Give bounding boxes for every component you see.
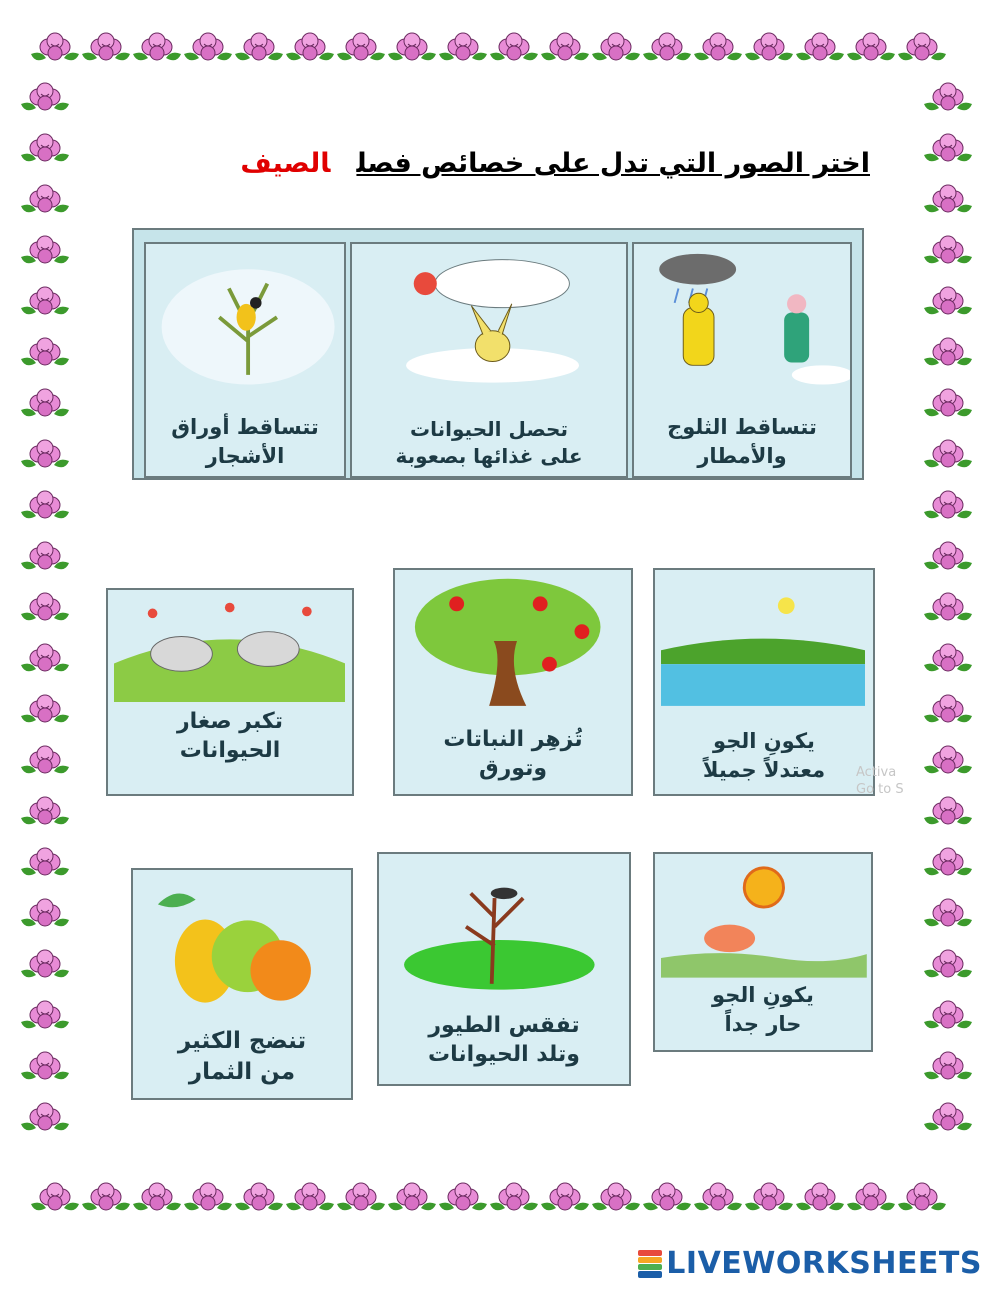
flower-icon	[21, 644, 69, 671]
card-caption: تتساقط الثلوج والأمطار	[667, 415, 817, 468]
flower-icon	[924, 848, 972, 875]
flower-icon	[694, 1183, 742, 1210]
flower-icon	[388, 1183, 436, 1210]
flower-icon	[21, 287, 69, 314]
flower-icon	[184, 1183, 232, 1210]
flower-icon	[439, 33, 487, 60]
os-watermark: Activa Go to S	[856, 765, 904, 797]
children-in-rain-icon	[640, 250, 851, 385]
card-caption: تتساقط أوراق الأشجار	[171, 415, 319, 468]
flower-icon	[490, 1183, 538, 1210]
flower-icon	[21, 389, 69, 416]
flower-icon	[847, 1183, 895, 1210]
flower-icon	[924, 1103, 972, 1130]
logo-stripe	[638, 1264, 662, 1270]
flower-icon	[924, 287, 972, 314]
flower-icon	[924, 338, 972, 365]
card-caption: تفقس الطيور وتلد الحيوانات	[428, 1012, 580, 1068]
flower-icon	[541, 1183, 589, 1210]
bare-tree-with-bird-icon	[152, 250, 344, 385]
card-mild-weather[interactable]	[653, 568, 875, 796]
flower-icon	[21, 440, 69, 467]
card-caption: تنضج الكثير من الثمار	[177, 1027, 307, 1085]
hot-sun-swimmer-icon	[661, 860, 867, 978]
winter-panel	[132, 228, 864, 480]
flower-icon	[82, 1183, 130, 1210]
flower-icon	[924, 746, 972, 773]
brand-name: LIVEWORKSHEETS	[666, 1246, 982, 1281]
card-caption: يكونِ الجو معتدلاً جميلاً	[702, 729, 826, 782]
flower-icon	[745, 33, 793, 60]
flower-icon	[924, 83, 972, 110]
logo-stripe	[638, 1250, 662, 1256]
card-plants-bloom[interactable]	[393, 568, 633, 796]
flower-icon	[541, 33, 589, 60]
flower-icon	[235, 1183, 283, 1210]
sheep-in-meadow-icon	[114, 596, 345, 702]
flower-icon	[21, 542, 69, 569]
flower-icon	[21, 695, 69, 722]
card-fruits-ripen[interactable]	[131, 868, 353, 1100]
flower-icon	[235, 33, 283, 60]
flower-icon	[490, 33, 538, 60]
flower-icon	[924, 491, 972, 518]
flower-icon	[898, 33, 946, 60]
flower-icon	[388, 33, 436, 60]
flower-icon	[286, 1183, 334, 1210]
flower-icon	[898, 1183, 946, 1210]
flower-icon	[31, 1183, 79, 1210]
flower-icon	[21, 797, 69, 824]
flower-icon	[592, 1183, 640, 1210]
flower-icon	[643, 1183, 691, 1210]
flower-icon	[21, 899, 69, 926]
flower-icon	[21, 746, 69, 773]
flower-icon	[21, 950, 69, 977]
flower-icon	[924, 440, 972, 467]
card-caption: تحصل الحيوانات على غذائها بصعوبة	[395, 417, 583, 468]
fruits-icon	[139, 876, 337, 1008]
flower-icon	[924, 1052, 972, 1079]
card-animals-food[interactable]	[350, 242, 628, 478]
flower-icon	[796, 33, 844, 60]
flower-icon	[21, 848, 69, 875]
flower-icon	[924, 797, 972, 824]
card-caption: يكونِ الجو حار جداً	[712, 983, 814, 1036]
flower-icon	[745, 1183, 793, 1210]
flower-icon	[286, 33, 334, 60]
flower-icon	[82, 33, 130, 60]
flower-icon	[924, 134, 972, 161]
card-hot-weather[interactable]	[653, 852, 873, 1052]
flower-icon	[21, 593, 69, 620]
flower-icon	[21, 83, 69, 110]
flower-icon	[924, 695, 972, 722]
logo-stripe	[638, 1271, 662, 1277]
flower-icon	[439, 1183, 487, 1210]
flower-icon	[21, 185, 69, 212]
flower-icon	[924, 644, 972, 671]
logo-stripe	[638, 1257, 662, 1263]
card-falling-leaves[interactable]	[144, 242, 346, 478]
flower-icon	[643, 33, 691, 60]
flower-icon	[694, 33, 742, 60]
card-young-animals[interactable]	[106, 588, 354, 796]
flower-icon	[337, 1183, 385, 1210]
brand-logo	[638, 1246, 982, 1281]
sunny-lake-icon	[661, 576, 865, 706]
polar-bear-and-rabbit-icon	[358, 250, 627, 385]
apple-tree-icon	[401, 576, 614, 706]
flower-icon	[924, 542, 972, 569]
flower-icon	[21, 1001, 69, 1028]
flower-icon	[924, 1001, 972, 1028]
season-label: الصيف	[240, 148, 331, 179]
flower-icon	[21, 491, 69, 518]
flower-icon	[21, 134, 69, 161]
flower-icon	[847, 33, 895, 60]
tree-with-nest-icon	[385, 860, 614, 993]
flower-icon	[133, 33, 181, 60]
flower-icon	[924, 236, 972, 263]
flower-icon	[21, 236, 69, 263]
card-caption: تُزهِر النباتات وتورق	[443, 726, 583, 782]
flower-icon	[592, 33, 640, 60]
flower-icon	[133, 1183, 181, 1210]
flower-icon	[924, 950, 972, 977]
card-snow-rain[interactable]	[632, 242, 852, 478]
worksheet-title	[240, 148, 870, 179]
flower-icon	[21, 1103, 69, 1130]
flower-icon	[924, 389, 972, 416]
card-birds-hatch[interactable]	[377, 852, 631, 1086]
flower-icon	[184, 33, 232, 60]
flower-icon	[924, 899, 972, 926]
flower-icon	[796, 1183, 844, 1210]
flower-icon	[31, 33, 79, 60]
flower-icon	[337, 33, 385, 60]
card-caption: تكبر صغار الحيوانات	[177, 708, 283, 764]
flower-icon	[924, 185, 972, 212]
flower-icon	[21, 338, 69, 365]
liveworksheets-icon	[638, 1250, 662, 1278]
instruction-text: اختر الصور التي تدل على خصائص فصل	[356, 148, 870, 179]
flower-icon	[21, 1052, 69, 1079]
flower-icon	[924, 593, 972, 620]
